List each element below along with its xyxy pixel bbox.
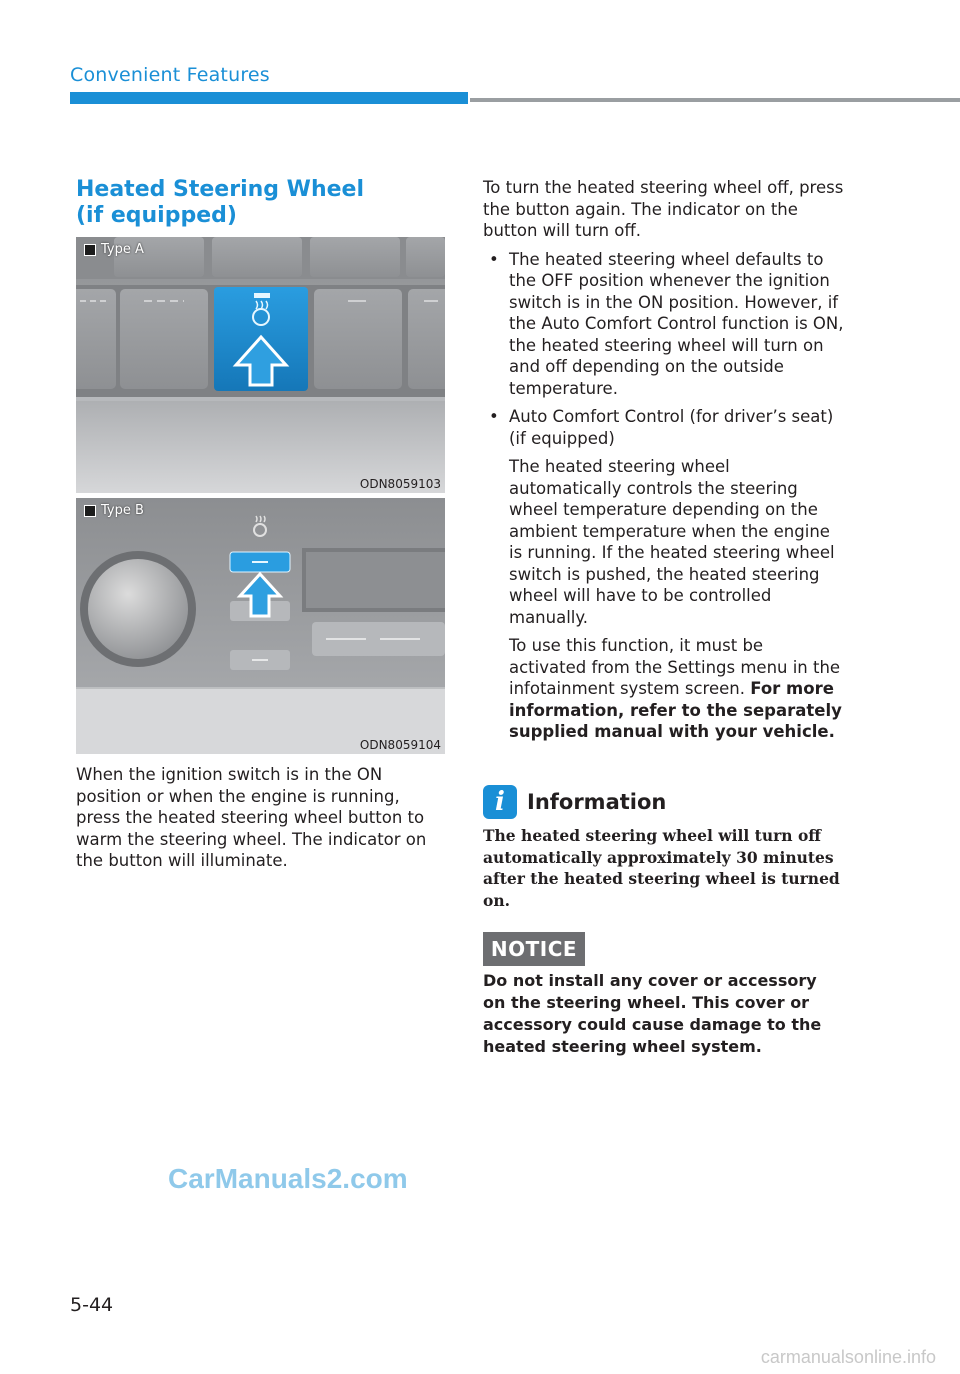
figure-type-b-illustration <box>76 498 445 754</box>
auto-comfort-description: The heated steering wheel automatically controls the steering wheel temperature depending on the ambient temperature when the engine is running. If the heated steering wheel switch is pushed, the heated steering wheel will have to be controlled manually. <box>509 457 835 627</box>
information-header <box>483 785 666 819</box>
section-title-line1: Heated Steering Wheel <box>76 177 364 202</box>
settings-bold-text: For more information, refer to the separately supplied manual with your vehicle. <box>509 679 842 741</box>
figure-type-a-code: ODN8059103 <box>359 477 441 491</box>
bullet-item <box>483 406 845 449</box>
notice-text: Do not install any cover or accessory on the steering wheel. This cover or accessory could cause damage to the heated steering wheel system. <box>483 971 822 1056</box>
bullet-dot: • <box>489 407 499 426</box>
information-text: The heated steering wheel will turn off automatically approximately 30 minutes after the heated steering wheel is turned on. <box>483 826 840 910</box>
notice-badge: NOTICE <box>483 932 585 966</box>
intro-paragraph: To turn the heated steering wheel off, press the button again. The indicator on the button will turn off. <box>483 178 844 240</box>
settings-paragraph <box>483 635 845 743</box>
page-number: 5-44 <box>70 1294 114 1316</box>
figure-type-b-label <box>84 503 144 518</box>
figure-type-a <box>76 237 445 493</box>
section-title-line2: (if equipped) <box>76 203 237 228</box>
information-icon: i <box>483 785 517 819</box>
settings-text: To use this function, it must be activated from the Settings menu in the infotainment system screen. <box>509 636 841 698</box>
bullet-text: Auto Comfort Control (for driver’s seat) (if equipped) <box>509 407 834 448</box>
section-title <box>76 177 436 229</box>
figure-type-a-illustration <box>76 237 445 493</box>
watermark: CarManuals2.com <box>168 1163 408 1194</box>
bullet-item <box>483 249 845 400</box>
header-rule-blue <box>70 92 468 104</box>
header-title: Convenient Features <box>70 64 270 86</box>
bullet-text: The heated steering wheel defaults to the OFF position whenever the ignition switch is in the ON position. However, if the Auto Comfort Control function is ON, the heated steering wheel will turn on and off depending on the outside temperature. <box>509 249 844 398</box>
information-title: Information <box>527 790 667 814</box>
bullet-dot: • <box>489 249 499 269</box>
footer-watermark: carmanualsonline.info <box>760 1347 936 1367</box>
right-column <box>483 177 845 743</box>
figure-label-square <box>84 505 96 517</box>
figure-type-b <box>76 498 445 754</box>
figure-type-a-label-text: Type A <box>101 242 144 257</box>
header-rule-gray <box>470 98 960 102</box>
figure-type-a-label <box>84 242 144 257</box>
figure-label-square <box>84 244 96 256</box>
figure-type-b-code: ODN8059104 <box>359 738 441 752</box>
left-paragraph: When the ignition switch is in the ON position or when the engine is running, press the heated steering wheel button to warm the steering wheel. The indicator on the button will illuminate. <box>76 765 427 870</box>
figure-type-b-label-text: Type B <box>101 503 144 518</box>
